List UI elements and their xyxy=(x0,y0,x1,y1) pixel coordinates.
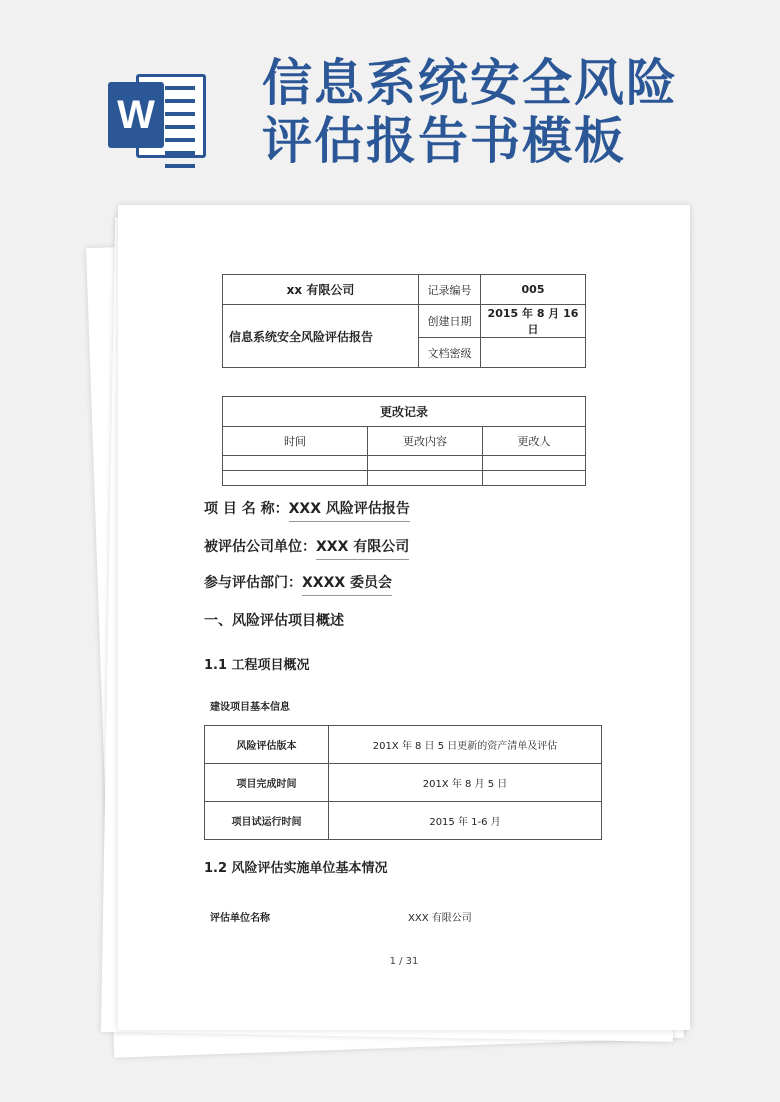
unit-value: XXX 有限公司 xyxy=(408,913,472,924)
banner-title: 信息系统安全风险 评估报告书模板 xyxy=(262,53,678,170)
project-info-table: 风险评估版本 201X 年 8 日 5 日更新的资产清单及评估 项目完成时间 201X 年 8 月 5 日 项目试运行时间 2015 年 1-6 月 xyxy=(204,725,602,840)
section-heading: 一、风险评估项目概述 xyxy=(204,613,344,629)
table-caption: 建设项目基本信息 xyxy=(210,702,290,713)
project-name-field: 项 目 名 称：XXX 风险评估报告 xyxy=(204,498,410,518)
word-logo-icon: W xyxy=(108,68,208,162)
change-log-table: 更改记录 时间 更改内容 更改人 xyxy=(222,396,586,486)
department-field: 参与评估部门：XXXX 委员会 xyxy=(204,572,392,592)
assessed-company-field: 被评估公司单位：XXX 有限公司 xyxy=(204,536,409,556)
document-page xyxy=(118,205,690,1030)
unit-label: 评估单位名称 xyxy=(210,913,270,924)
section-heading: 1.2 风险评估实施单位基本情况 xyxy=(204,861,388,876)
page-number: 1 / 31 xyxy=(389,956,419,967)
cover-table: xx 有限公司 记录编号 005 信息系统安全风险评估报告 创建日期 2015 年 8 月 16 日 文档密级 xyxy=(222,274,586,368)
section-heading: 1.1 工程项目概况 xyxy=(204,658,310,673)
